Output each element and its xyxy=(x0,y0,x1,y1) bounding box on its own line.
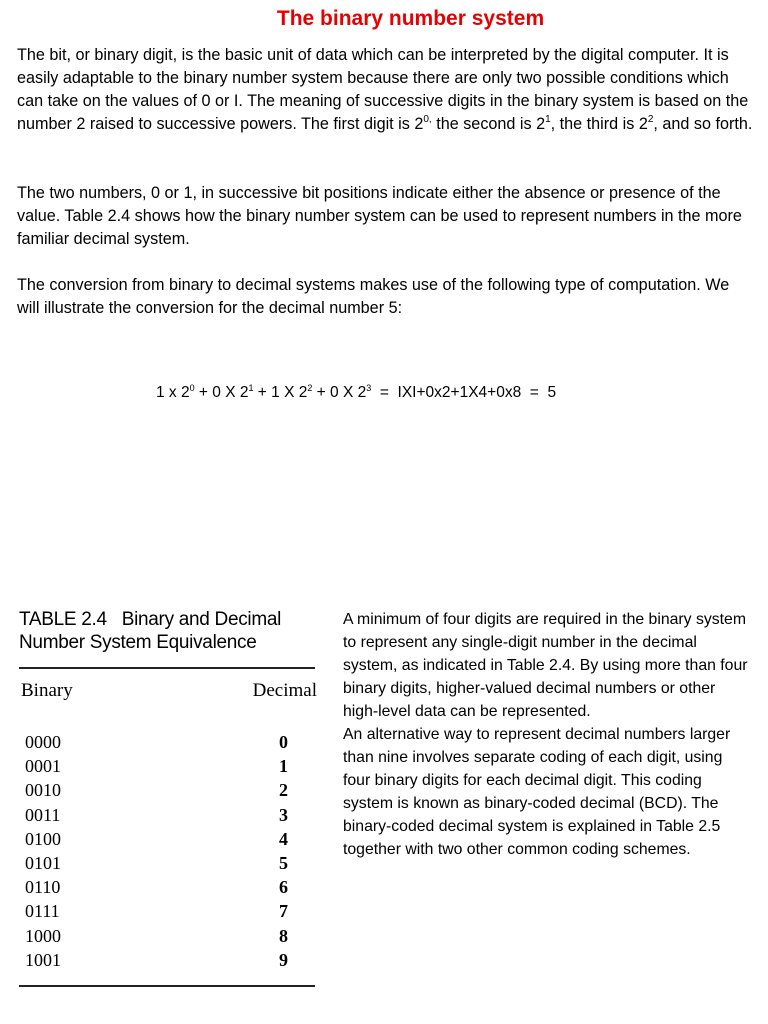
decimal-value: 7 xyxy=(279,901,288,922)
formula-exponent: 3 xyxy=(366,383,372,393)
paragraph-text: , the third is 2 xyxy=(550,115,648,133)
decimal-value: 3 xyxy=(279,804,288,825)
binary-value: 0111 xyxy=(25,901,60,922)
side-paragraph-bcd: An alternative way to represent decimal numbers larger than nine involves separate coding of each digit, using four binary digits for each decimal digit. This coding system is known as binary-coded decimal (BCD). The binary-coded decimal system is explained in Table 2.5 together with two other common coding schemes. xyxy=(343,726,731,858)
exponent: 0, xyxy=(423,114,432,125)
table-row xyxy=(19,778,315,802)
paragraph-text: , and so forth. xyxy=(653,115,753,133)
table-row xyxy=(19,875,315,899)
formula-exponent: 1 xyxy=(248,383,254,393)
formula-result: = IXI+0x2+1X4+0x8 = 5 xyxy=(371,384,557,401)
table-row xyxy=(19,827,315,851)
paragraph-conversion-intro: The conversion from binary to decimal systems makes use of the following type of computation. We will illustrate the conversion for the decimal number 5: xyxy=(17,276,730,317)
paragraph-text: The bit, or binary digit, is the basic unit of data which can be interpreted by the digital computer. It is easily adaptable to the binary number system because there are only two possible conditions which can take on the values of 0 or I. The meaning of successive digits in the binary system is based on the number 2 raised to successive powers. The first digit is 2 xyxy=(17,46,749,133)
binary-value: 0101 xyxy=(25,852,61,873)
decimal-value: 1 xyxy=(279,756,288,777)
table-title-line2: Number System Equivalence xyxy=(19,632,257,653)
decimal-value: 6 xyxy=(279,877,288,898)
decimal-value: 5 xyxy=(279,852,288,873)
formula-term: 1 x 2 xyxy=(156,384,190,401)
paragraph-bit-positions: The two numbers, 0 or 1, in successive bit positions indicate either the absence or presence of the value. Table 2.4 shows how the binary number system can be used to represent numbers in the more familiar decimal system. xyxy=(17,184,742,248)
conversion-formula xyxy=(156,383,556,402)
decimal-value: 9 xyxy=(279,949,288,970)
table-row xyxy=(19,803,315,827)
binary-value: 0001 xyxy=(25,756,61,777)
decimal-value: 8 xyxy=(279,925,288,946)
side-explanation xyxy=(343,608,753,861)
table-divider-top xyxy=(19,667,315,669)
formula-exponent: 2 xyxy=(307,383,313,393)
table-row xyxy=(19,924,315,948)
exponent: 2 xyxy=(647,114,654,125)
binary-value: 0011 xyxy=(25,804,61,825)
table-row xyxy=(19,754,315,778)
table-divider-bottom xyxy=(19,985,315,987)
formula-term: + 1 X 2 xyxy=(253,384,308,401)
table-row xyxy=(19,899,315,923)
table-number: TABLE 2.4 xyxy=(19,609,107,630)
decimal-value: 2 xyxy=(279,780,288,801)
formula-exponent: 0 xyxy=(189,383,195,393)
column-header-binary: Binary xyxy=(21,680,73,701)
decimal-value: 4 xyxy=(279,828,288,849)
decimal-value: 0 xyxy=(279,732,288,752)
table-row xyxy=(19,851,315,875)
paragraph-text: the second is 2 xyxy=(431,115,546,133)
column-header-decimal: Decimal xyxy=(252,680,317,701)
binary-value: 0100 xyxy=(25,828,61,849)
table-caption xyxy=(19,608,319,654)
table-body xyxy=(19,730,315,972)
binary-value: 0000 xyxy=(25,732,61,752)
binary-value: 0110 xyxy=(25,877,61,898)
binary-decimal-table xyxy=(19,608,319,970)
table-row xyxy=(19,948,315,972)
formula-term: + 0 X 2 xyxy=(312,384,367,401)
side-paragraph-minimum-digits: A minimum of four digits are required in the binary system to represent any single-digit number in the decimal system, as indicated in Table 2.4. By using more than four binary digits, higher-valued decimal numbers or other high-level data can be represented. xyxy=(343,611,748,720)
binary-value: 1000 xyxy=(25,925,61,946)
table-row xyxy=(19,730,315,754)
table-title-line1: Binary and Decimal xyxy=(121,609,282,630)
formula-term: + 0 X 2 xyxy=(194,384,249,401)
binary-value: 0010 xyxy=(25,780,61,801)
paragraph-bit-definition xyxy=(17,44,755,136)
binary-value: 1001 xyxy=(25,949,61,970)
exponent: 1 xyxy=(545,114,551,125)
page-title: The binary number system xyxy=(276,7,545,30)
